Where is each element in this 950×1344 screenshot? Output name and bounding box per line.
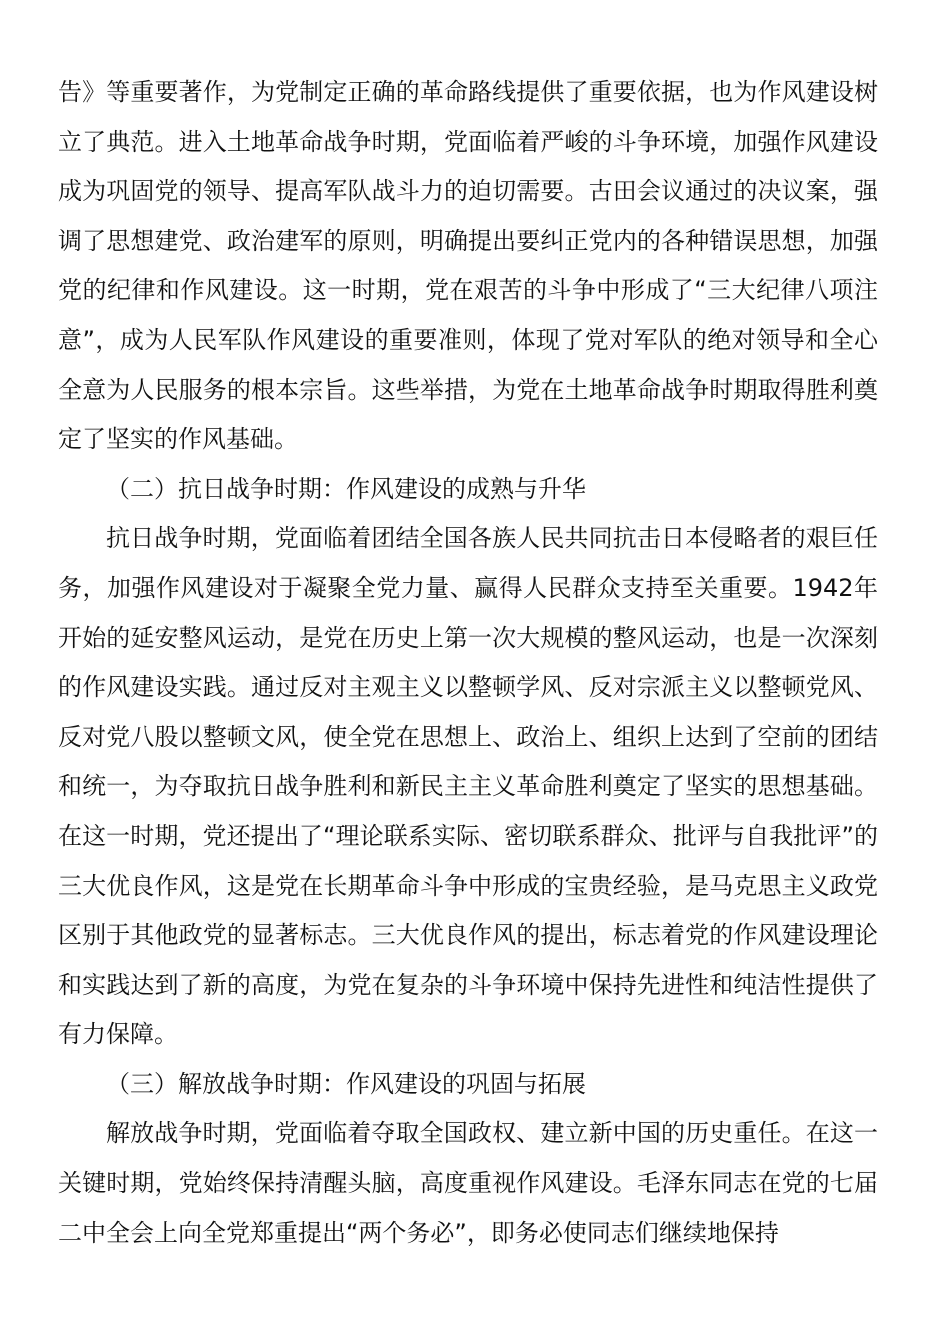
paragraph-land-revolution: 告》等重要著作，为党制定正确的革命路线提供了重要依据，也为作风建设树立了典范。进入土地革命战争时期，党面临着严峻的斗争环境，加强作风建设成为巩固党的领导、提高军队战斗力的迫切需要。古田会议通过的决议案，强调了思想建党、政治建军的原则，明确提出要纠正党内的各种错误思想，加强党的纪律和作风建设。这一时期，党在艰苦的斗争中形成了“三大纪律八项注意”，成为人民军队作风建设的重要准则，体现了党对军队的绝对领导和全心全意为人民服务的根本宗旨。这些举措，为党在土地革命战争时期取得胜利奠定了坚实的作风基础。 [58,78,878,454]
paragraph-liberation-war: 解放战争时期，党面临着夺取全国政权、建立新中国的历史重任。在这一关键时期，党始终保持清醒头脑，高度重视作风建设。毛泽东同志在党的七届二中全会上向全党郑重提出“两个务必”，即务必使同志们继续地保持 [58,1119,878,1247]
section-heading-anti-japanese-war: （二）抗日战争时期：作风建设的成熟与升华 [106,474,586,503]
paragraph-anti-japanese-war: 抗日战争时期，党面临着团结全国各族人民共同抗击日本侵略者的艰巨任务，加强作风建设对于凝聚全党力量、赢得人民群众支持至关重要。1942年开始的延安整风运动，是党在历史上第一次大规模的整风运动，也是一次深刻的作风建设实践。通过反对主观主义以整顿学风、反对宗派主义以整顿党风、反对党八股以整顿文风，使全党在思想上、政治上、组织上达到了空前的团结和统一，为夺取抗日战争胜利和新民主主义革命胜利奠定了坚实的思想基础。在这一时期，党还提出了“理论联系实际、密切联系群众、批评与自我批评”的三大优良作风，这是党在长期革命斗争中形成的宝贵经验，是马克思主义政党区别于其他政党的显著标志。三大优良作风的提出，标志着党的作风建设理论和实践达到了新的高度，为党在复杂的斗争环境中保持先进性和纯洁性提供了有力保障。 [58,524,878,1049]
document-page [58,68,878,1258]
section-heading-liberation-war: （三）解放战争时期：作风建设的巩固与拓展 [106,1069,586,1098]
